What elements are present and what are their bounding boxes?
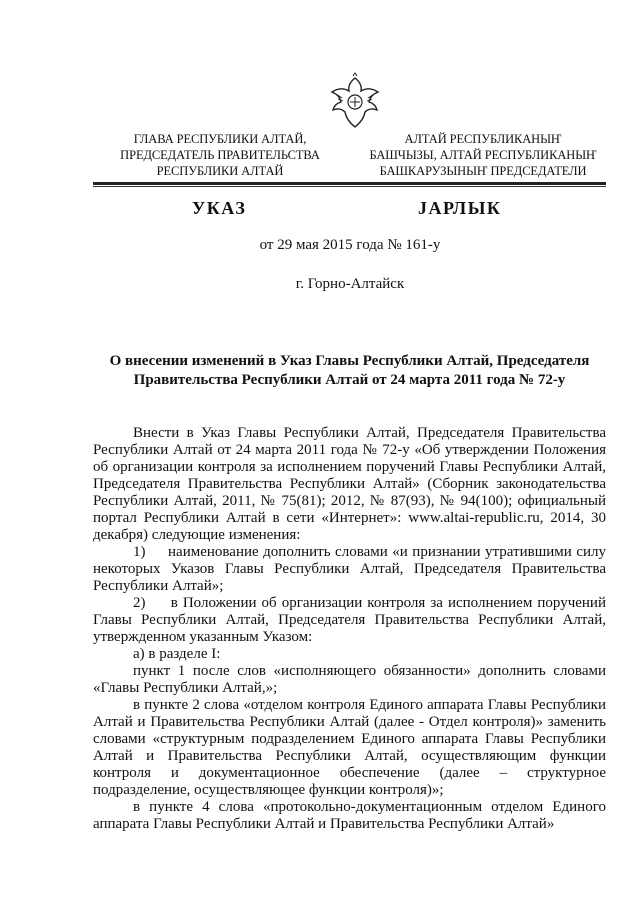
body-paragraph: в пункте 4 слова «протокольно-документационным отделом Единого аппарата Главы Республики Алтай и Правительства Республики Алтай»	[93, 799, 606, 832]
doc-body	[93, 425, 606, 833]
header-divider-thin	[93, 186, 606, 187]
body-paragraph: 2) в Положении об организации контроля за исполнением поручений Главы Республики Алтай, Председателя Правительства Республики Алтай, утвержденном указанным Указом:	[93, 595, 606, 645]
header-left-line: ГЛАВА РЕСПУБЛИКИ АЛТАЙ,	[133, 132, 307, 146]
body-paragraph: 1) наименование дополнить словами «и признании утратившими силу некоторых Указов Главы Республики Алтай, Председателя Правительства Республики Алтай»;	[93, 544, 606, 594]
body-paragraph: а) в разделе I:	[133, 646, 221, 662]
doc-title-alt: JАРЛЫК	[418, 198, 502, 218]
doc-date: от 29 мая 2015 года № 161-у	[259, 237, 441, 253]
header-right-line: БАШКАРУЗЫНЫҤ ПРЕДСЕДАТЕЛИ	[379, 164, 587, 178]
header-left-line: РЕСПУБЛИКИ АЛТАЙ	[156, 164, 284, 178]
subject-line: О внесении изменений в Указ Главы Республики Алтай, Председателя	[109, 353, 590, 369]
doc-city: г. Горно-Алтайск	[295, 276, 405, 292]
body-paragraph: в пункте 2 слова «отделом контроля Единого аппарата Главы Республики Алтай и Правительства Республики Алтай (далее - Отдел контроля)» заменить словами «структурным подразделением Единого аппарата Главы Республики Алтай и Правительства Республики Алтай, осуществляющим функции контроля и документационное обеспечение (далее – структурное подразделение, осуществляющее функции контроля)»;	[93, 697, 606, 798]
coat-of-arms-emblem	[328, 72, 382, 130]
body-paragraph: Внести в Указ Главы Республики Алтай, Председателя Правительства Республики Алтай от 24 марта 2011 года № 72-у «Об утверждении Положения об организации контроля за исполнением поручений Главы Республики Алтай, Председателя Правительства Республики Алтай» (Сборник законодательства Республики Алтай, 2011, № 75(81); 2012, № 87(93), № 94(100); официальный портал Республики Алтай в сети «Интернет»: www.altai-republic.ru, 2014, 30 декабря) следующие изменения:	[93, 425, 606, 543]
doc-subject	[93, 352, 606, 390]
header-left-block	[110, 131, 330, 179]
header-right-block	[363, 131, 603, 179]
doc-title-ru: УКАЗ	[192, 198, 247, 218]
header-divider-thick	[93, 182, 606, 185]
header-right-line: БАШЧЫЗЫ, АЛТАЙ РЕСПУБЛИКАНЫҤ	[369, 148, 597, 162]
body-paragraph: пункт 1 после слов «исполняющего обязанности» дополнить словами «Главы Республики Алтай,»;	[93, 663, 606, 696]
header-left-line: ПРЕДСЕДАТЕЛЬ ПРАВИТЕЛЬСТВА	[120, 148, 320, 162]
subject-line: Правительства Республики Алтай от 24 марта 2011 года № 72-у	[133, 372, 566, 388]
header-right-line: АЛТАЙ РЕСПУБЛИКАНЫҤ	[404, 132, 562, 146]
